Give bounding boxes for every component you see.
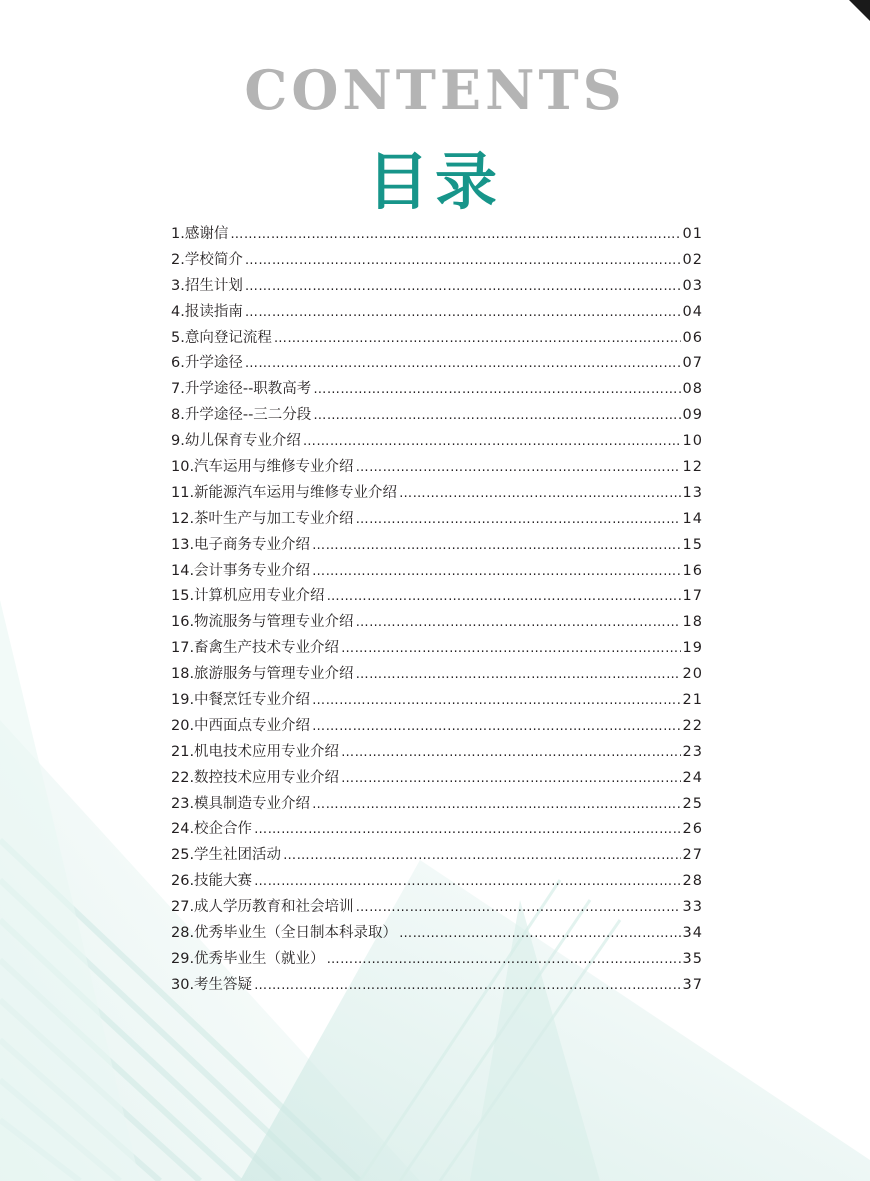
toc-page-number: 33 [682,899,703,916]
toc-dot-leader [356,507,681,533]
toc-entry-label: 1.感谢信 [171,226,229,242]
toc-dot-leader [341,740,680,766]
toc-entry-label: 30.考生答疑 [171,976,253,993]
toc-page-number: 25 [682,795,703,812]
toc-dot-leader [230,222,680,248]
toc-page-number: 04 [682,303,703,320]
table-of-contents [171,222,703,999]
toc-entry-label: 11.新能源汽车运用与维修专业介绍 [171,484,398,501]
toc-entry-label: 7.升学途径--职教高考 [171,381,312,398]
toc-page-number: 16 [682,562,703,579]
toc-entry-label: 4.报读指南 [171,303,243,320]
toc-entry[interactable] [171,662,703,688]
toc-dot-leader [312,559,680,585]
toc-page-number: 09 [682,407,703,424]
toc-dot-leader [312,714,680,740]
toc-dot-leader [313,377,680,403]
toc-dot-leader [245,351,681,377]
toc-dot-leader [356,662,681,688]
toc-page-number: 35 [682,950,703,967]
toc-dot-leader [399,481,680,507]
toc-dot-leader [245,300,681,326]
toc-entry[interactable] [171,403,703,429]
toc-entry-label: 23.模具制造专业介绍 [171,795,311,812]
toc-entry[interactable] [171,973,703,999]
toc-entry[interactable] [171,377,703,403]
contents-heading-english: CONTENTS [244,58,626,122]
toc-dot-leader [254,869,680,895]
toc-entry[interactable] [171,300,703,326]
toc-entry[interactable] [171,455,703,481]
toc-dot-leader [356,455,681,481]
toc-page-number: 01 [682,226,703,242]
toc-entry[interactable] [171,921,703,947]
toc-page-number: 08 [682,381,703,398]
toc-entry-label: 16.物流服务与管理专业介绍 [171,614,354,631]
toc-page-number: 17 [682,588,703,605]
toc-entry-label: 17.畜禽生产技术专业介绍 [171,640,340,657]
toc-dot-leader [312,688,680,714]
toc-page-number: 20 [682,666,703,683]
toc-page-number: 07 [682,355,703,372]
toc-entry[interactable] [171,351,703,377]
toc-page-number: 02 [682,251,703,268]
toc-entry[interactable] [171,817,703,843]
toc-dot-leader [341,766,680,792]
toc-page-number: 19 [682,640,703,657]
toc-entry-label: 21.机电技术应用专业介绍 [171,743,340,760]
toc-page-number: 37 [682,976,703,993]
toc-entry[interactable] [171,843,703,869]
toc-entry[interactable] [171,326,703,352]
toc-entry[interactable] [171,714,703,740]
toc-entry[interactable] [171,222,703,248]
toc-page-number: 13 [682,484,703,501]
toc-entry-label: 12.茶叶生产与加工专业介绍 [171,510,354,527]
toc-dot-leader [274,326,681,352]
toc-entry-label: 8.升学途径--三二分段 [171,407,312,424]
toc-entry[interactable] [171,766,703,792]
toc-entry-label: 3.招生计划 [171,277,243,294]
toc-entry-label: 29.优秀毕业生（就业） [171,950,325,967]
toc-dot-leader [283,843,680,869]
toc-page-number: 15 [682,536,703,553]
toc-entry[interactable] [171,248,703,274]
toc-dot-leader [312,792,680,818]
toc-dot-leader [356,895,681,921]
toc-page-number: 23 [682,743,703,760]
toc-entry-label: 5.意向登记流程 [171,329,272,346]
toc-page-number: 21 [682,692,703,709]
toc-page-number: 06 [682,329,703,346]
toc-dot-leader [254,817,680,843]
toc-entry[interactable] [171,688,703,714]
toc-entry-label: 27.成人学历教育和社会培训 [171,899,354,916]
toc-entry-label: 20.中西面点专业介绍 [171,717,311,734]
toc-entry[interactable] [171,792,703,818]
toc-entry-label: 26.技能大赛 [171,873,253,890]
toc-entry-label: 22.数控技术应用专业介绍 [171,769,340,786]
toc-entry[interactable] [171,636,703,662]
toc-entry-label: 25.学生社团活动 [171,847,282,864]
contents-heading-chinese: 目录 [366,145,503,218]
toc-entry-label: 10.汽车运用与维修专业介绍 [171,459,354,476]
toc-entry[interactable] [171,947,703,973]
toc-dot-leader [341,636,680,662]
toc-entry-label: 13.电子商务专业介绍 [171,536,311,553]
toc-entry[interactable] [171,869,703,895]
toc-page-number: 24 [682,769,703,786]
toc-dot-leader [327,947,681,973]
toc-dot-leader [303,429,681,455]
toc-entry[interactable] [171,533,703,559]
toc-entry[interactable] [171,610,703,636]
toc-page-number: 27 [682,847,703,864]
toc-entry-label: 14.会计事务专业介绍 [171,562,311,579]
toc-entry[interactable] [171,584,703,610]
toc-page-number: 12 [682,459,703,476]
toc-entry[interactable] [171,507,703,533]
toc-entry[interactable] [171,274,703,300]
toc-entry[interactable] [171,740,703,766]
toc-page-number: 22 [682,717,703,734]
toc-entry-label: 15.计算机应用专业介绍 [171,588,325,605]
toc-dot-leader [313,403,680,429]
toc-dot-leader [399,921,680,947]
toc-page-number: 34 [682,925,703,942]
toc-entry[interactable] [171,481,703,507]
toc-page-number: 28 [682,873,703,890]
toc-entry-label: 2.学校简介 [171,251,243,268]
toc-page-number: 26 [682,821,703,838]
toc-entry-label: 6.升学途径 [171,355,243,372]
toc-entry-label: 24.校企合作 [171,821,253,838]
toc-entry-label: 9.幼儿保育专业介绍 [171,433,301,450]
toc-page-number: 18 [682,614,703,631]
toc-dot-leader [245,274,681,300]
toc-dot-leader [327,584,681,610]
toc-dot-leader [254,973,680,999]
toc-page-number: 10 [682,433,703,450]
toc-entry[interactable] [171,559,703,585]
toc-entry-label: 28.优秀毕业生（全日制本科录取） [171,925,398,942]
toc-dot-leader [245,248,681,274]
toc-page-number: 03 [682,277,703,294]
toc-entry-label: 19.中餐烹饪专业介绍 [171,692,311,709]
toc-entry-label: 18.旅游服务与管理专业介绍 [171,666,354,683]
toc-dot-leader [312,533,680,559]
toc-entry[interactable] [171,895,703,921]
toc-entry[interactable] [171,429,703,455]
toc-dot-leader [356,610,681,636]
toc-page-number: 14 [682,510,703,527]
corner-fold-decoration [849,0,870,21]
